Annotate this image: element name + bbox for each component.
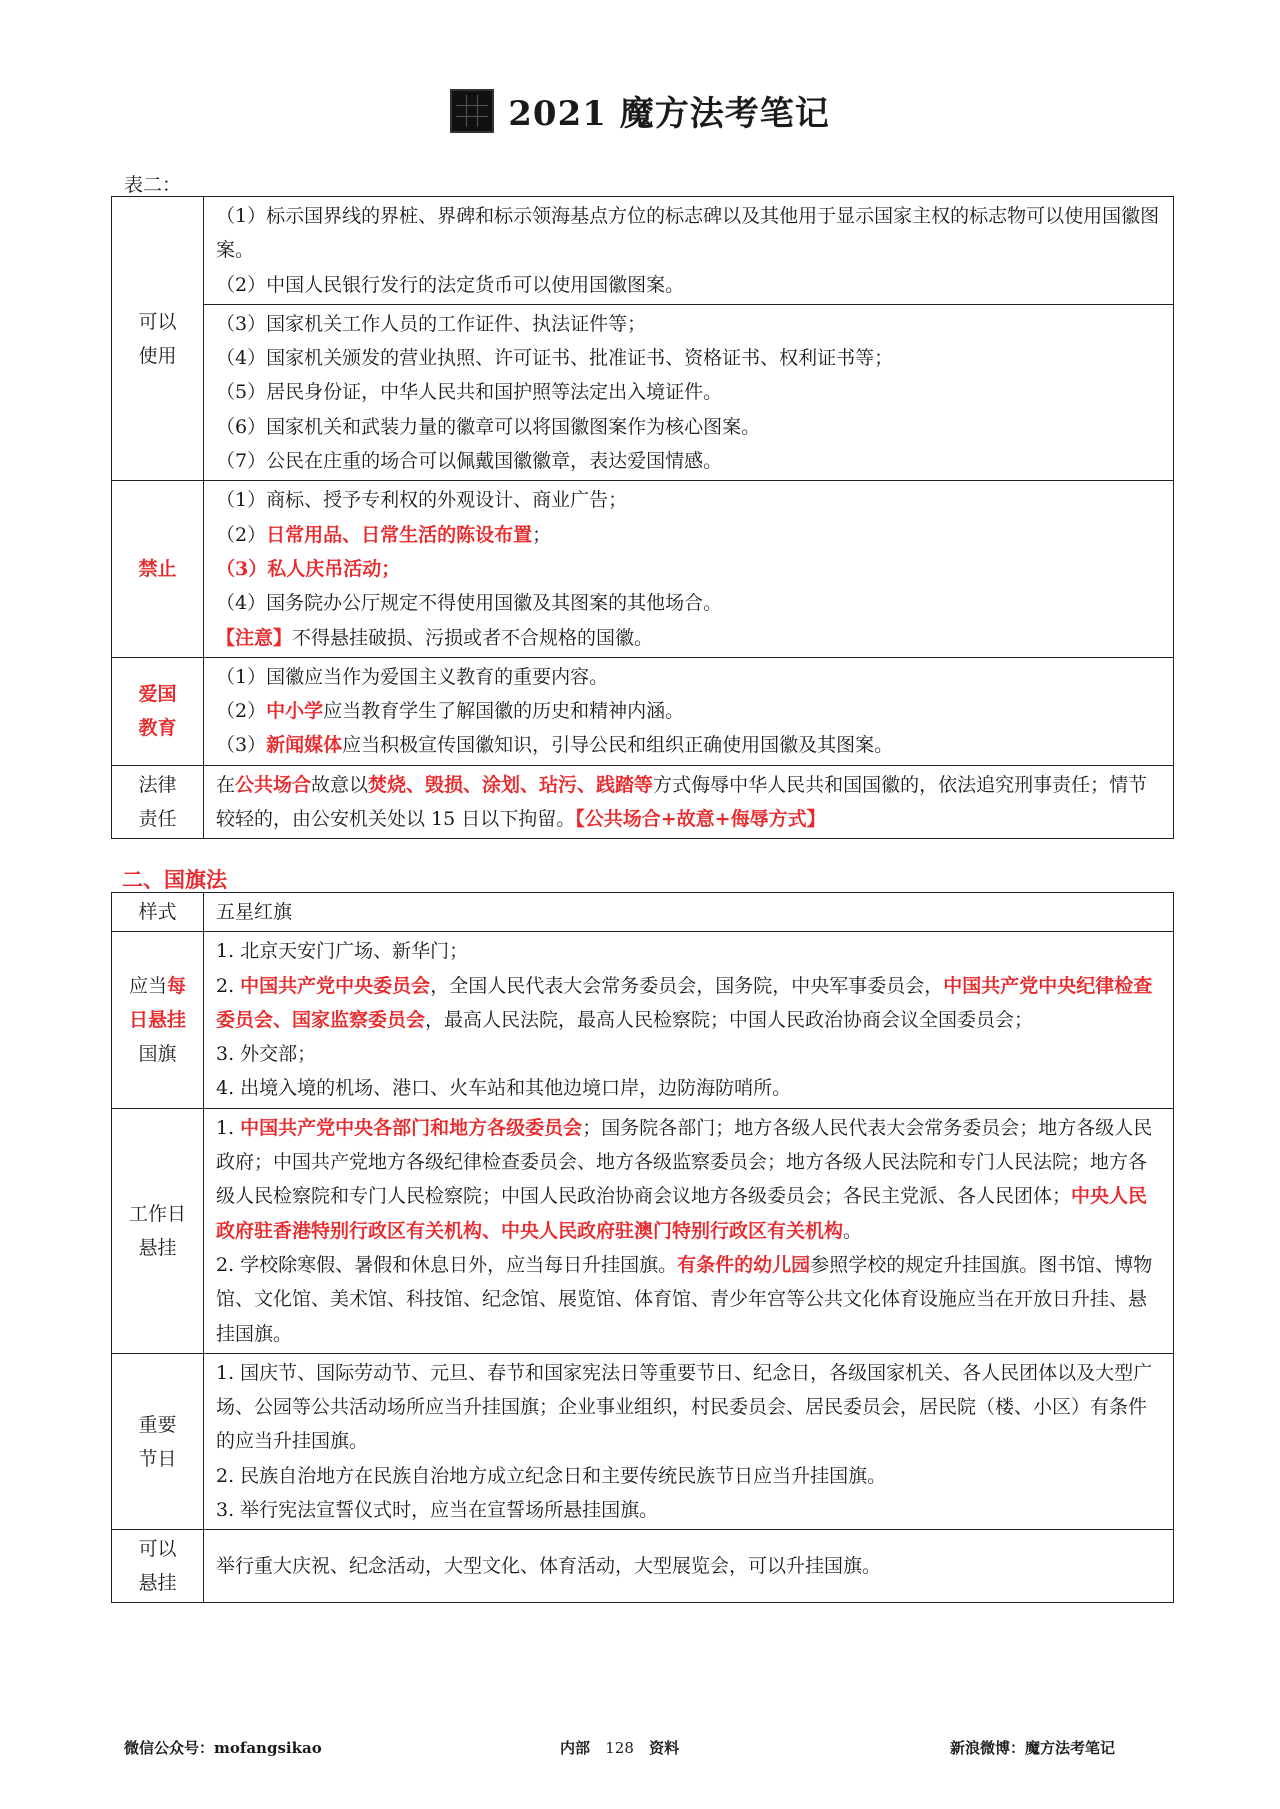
table-row (112, 1108, 1174, 1353)
text-segment: 样式 (138, 901, 177, 924)
row-label (112, 657, 204, 765)
text-segment: 日常用品、日常生活的陈设布置 (266, 523, 533, 546)
content-line (216, 660, 1161, 694)
text-segment: ，最高人民法院，最高人民检察院；中国人民政治协商会议全国委员会； (425, 1008, 1034, 1031)
label-line (116, 1197, 199, 1231)
text-segment: （2）中国人民银行发行的法定货币可以使用国徽图案。 (216, 273, 685, 296)
footer-material: 资料 (649, 1739, 680, 1757)
text-segment: 1. 北京天安门广场、新华门； (216, 940, 469, 963)
text-segment: 1. (216, 1116, 241, 1139)
text-segment: 2. 学校除寒假、暑假和休息日外，应当每日升挂国旗。 (216, 1253, 678, 1276)
text-segment: 新闻媒体 (266, 734, 343, 757)
content-line (216, 621, 1161, 655)
text-segment: （4）国务院办公厅规定不得使用国徽及其图案的其他场合。 (216, 592, 723, 615)
table-row (112, 657, 1174, 765)
label-line (116, 1231, 199, 1265)
text-segment: （1）国徽应当作为爱国主义教育的重要内容。 (216, 665, 609, 688)
text-segment: （2） (216, 700, 267, 723)
label-line (116, 1003, 199, 1037)
label-line (116, 1532, 199, 1566)
flag-law-table (111, 892, 1174, 1603)
text-segment: 4. 出境入境的机场、港口、火车站和其他边境口岸，边防海防哨所。 (216, 1077, 792, 1100)
row-label (112, 1353, 204, 1529)
row-content (204, 304, 1174, 480)
text-segment: 五星红旗 (216, 901, 293, 923)
row-label (112, 481, 204, 657)
content-line (216, 969, 1161, 1038)
content-line (216, 199, 1161, 268)
footer-weibo: 新浪微博：魔方法考笔记 (950, 1739, 1116, 1757)
label-line: 可以 (138, 310, 177, 333)
text-segment: 焚烧、毁损、涂划、玷污、践踏等 (368, 773, 654, 796)
table-row (112, 197, 1174, 305)
text-segment: 。 (843, 1219, 863, 1242)
content-line (216, 1493, 1161, 1527)
row-label (112, 197, 204, 481)
text-segment: 3. 外交部； (216, 1043, 317, 1066)
row-label (112, 765, 204, 839)
text-segment: 应当教育学生了解国徽的历史和精神内涵。 (323, 700, 685, 723)
text-segment: 2. (216, 974, 241, 997)
text-segment: （5）居民身份证，中华人民共和国护照等法定出入境证件。 (216, 381, 723, 404)
text-segment: ；国务院各部门；地方各级人民代表大会常务委员会；地方各级人民政府；中国共产党地方各级纪律检查委员会、地方各级监察委员会；地方各级人民法院和专门人民法院；地方各级人民检察院和专门人民检察院；中国人民政治协商会议地方各级委员会；各民主党派、各人民团体； (216, 1116, 1153, 1208)
text-segment: 【公共场合+故意+侮辱方式】 (575, 808, 826, 831)
text-segment: （3） (216, 734, 267, 757)
label-line: 法律 (138, 774, 177, 797)
table-row (112, 304, 1174, 480)
content-line (216, 1248, 1161, 1351)
content-line (216, 1037, 1161, 1071)
table-row (112, 893, 1174, 932)
content-line (216, 1459, 1161, 1493)
text-segment: （2） (216, 523, 267, 546)
row-content (204, 1353, 1174, 1529)
row-content (204, 765, 1174, 839)
rubiks-cube-icon (450, 89, 494, 133)
row-label (112, 1108, 204, 1353)
content-line (216, 268, 1161, 302)
content-line (216, 518, 1161, 552)
label-line (116, 1037, 199, 1071)
text-segment: 节日 (138, 1447, 177, 1470)
text-segment: 公共场合 (235, 773, 312, 796)
table-row (112, 1530, 1174, 1603)
content-line (216, 895, 1161, 929)
label-line (116, 1408, 199, 1442)
content-line (216, 410, 1161, 444)
label-line (116, 895, 199, 929)
row-label (112, 893, 204, 932)
content-line (216, 307, 1161, 341)
text-segment: 有条件的幼儿园 (677, 1253, 811, 1276)
text-segment: 工作日 (128, 1202, 186, 1225)
content-line (216, 552, 1161, 586)
text-segment: （1）标示国界线的界桩、界碑和标示领海基点方位的标志碑以及其他用于显示国家主权的标志物可以使用国徽图案。 (216, 205, 1160, 262)
page-title: 2021 魔方法考笔记 (508, 94, 830, 134)
table-row (112, 932, 1174, 1108)
text-segment: 中国共产党中央委员会 (240, 974, 431, 997)
page-header (0, 86, 1280, 135)
text-segment: 中央人民政府驻香港特别行政区有关机构、中央人民政府驻澳门特别行政区有关机构 (216, 1185, 1148, 1242)
table-caption: 表二： (124, 174, 182, 196)
content-line (216, 768, 1161, 837)
text-segment: 方式侮辱中华人民共和国国徽的，依法追究刑事责任；情节较轻的，由公安机关处以 15 日以下拘留。 (216, 773, 1148, 831)
label-line: 教育 (138, 717, 177, 740)
row-content (204, 1530, 1174, 1603)
footer-internal: 内部 (560, 1739, 591, 1757)
row-content (204, 932, 1174, 1108)
text-segment: 3. 举行宪法宣誓仪式时，应当在宣誓场所悬挂国旗。 (216, 1499, 659, 1522)
text-segment: 悬挂 (138, 1236, 177, 1259)
content-line (216, 1111, 1161, 1248)
text-segment: 举行重大庆祝、纪念活动，大型文化、体育活动，大型展览会，可以升挂国旗。 (216, 1555, 882, 1578)
text-segment: 【注意】 (216, 626, 293, 649)
content-line (216, 694, 1161, 728)
text-segment: 可以 (138, 1538, 177, 1561)
footer-wechat: 微信公众号：mofangsikao (124, 1739, 322, 1757)
content-line (216, 375, 1161, 409)
label-line (116, 1566, 199, 1600)
content-line (216, 728, 1161, 762)
row-label (112, 1530, 204, 1603)
content-line (216, 1071, 1161, 1105)
text-segment: 参照学校的规定升挂国旗。图书馆、博物馆、文化馆、美术馆、科技馆、纪念馆、展览馆、体育馆、青少年宫等公共文化体育设施应当在开放日升挂、悬挂国旗。 (216, 1253, 1153, 1345)
text-segment: ； (532, 523, 552, 546)
label-line (116, 1442, 199, 1476)
row-content (204, 481, 1174, 657)
footer-center (560, 1737, 679, 1758)
text-segment: （3）私人庆吊活动； (216, 557, 401, 580)
text-segment: 日悬挂 (128, 1009, 186, 1032)
text-segment: （6）国家机关和武装力量的徽章可以将国徽图案作为核心图案。 (216, 415, 761, 438)
text-segment: 1. 国庆节、国际劳动节、元旦、春节和国家宪法日等重要节日、纪念日，各级国家机关、各人民团体以及大型广场、公园等公共活动场所应当升挂国旗；企业事业组织，村民委员会、居民委员会，居民院（楼、小区）有条件的应当升挂国旗。 (216, 1361, 1153, 1453)
row-content (204, 657, 1174, 765)
text-segment: （1）商标、授予专利权的外观设计、商业广告； (216, 489, 628, 512)
text-segment: 2. 民族自治地方在民族自治地方成立纪念日和主要传统民族节日应当升挂国旗。 (216, 1464, 887, 1487)
text-segment: 在 (216, 773, 236, 796)
table-row (112, 765, 1174, 839)
row-content (204, 197, 1174, 305)
table-row (112, 481, 1174, 657)
row-content (204, 893, 1174, 932)
text-segment: 中小学 (266, 700, 324, 723)
content-line (216, 1549, 1161, 1583)
text-segment: 中国共产党中央纪律检查委员会、国家监察委员会 (216, 974, 1153, 1031)
text-segment: （3）国家机关工作人员的工作证件、执法证件等； (216, 312, 647, 335)
content-line (216, 934, 1161, 968)
content-line (216, 341, 1161, 375)
page-number: 128 (605, 1739, 634, 1757)
content-line (216, 444, 1161, 478)
text-segment: （4）国家机关颁发的营业执照、许可证书、批准证书、资格证书、权利证书等； (216, 347, 894, 370)
table-row (112, 1353, 1174, 1529)
text-segment: 中国共产党中央各部门和地方各级委员会 (240, 1116, 583, 1139)
section-title: 二、国旗法 (122, 867, 227, 892)
text-segment: 悬挂 (138, 1572, 177, 1595)
content-line (216, 483, 1161, 517)
text-segment: 每 (167, 975, 187, 998)
text-segment: 应当积极宣传国徽知识，引导公民和组织正确使用国徽及其图案。 (342, 734, 894, 757)
label-line: 爱国 (138, 683, 177, 706)
label-line: 使用 (138, 344, 177, 367)
emblem-usage-table (111, 196, 1174, 839)
label-line (116, 969, 199, 1003)
row-content (204, 1108, 1174, 1353)
text-segment: 重要 (138, 1413, 177, 1436)
text-segment: 不得悬挂破损、污损或者不合规格的国徽。 (292, 626, 654, 649)
text-segment: ，全国人民代表大会常务委员会，国务院，中央军事委员会， (430, 974, 944, 997)
text-segment: 故意以 (311, 773, 369, 796)
label-line: 禁止 (138, 558, 177, 581)
text-segment: 国旗 (138, 1043, 177, 1066)
content-line (216, 1356, 1161, 1459)
label-line: 责任 (138, 808, 177, 831)
row-label (112, 932, 204, 1108)
content-line (216, 586, 1161, 620)
text-segment: 应当 (128, 975, 167, 998)
text-segment: （7）公民在庄重的场合可以佩戴国徽徽章，表达爱国情感。 (216, 450, 723, 473)
